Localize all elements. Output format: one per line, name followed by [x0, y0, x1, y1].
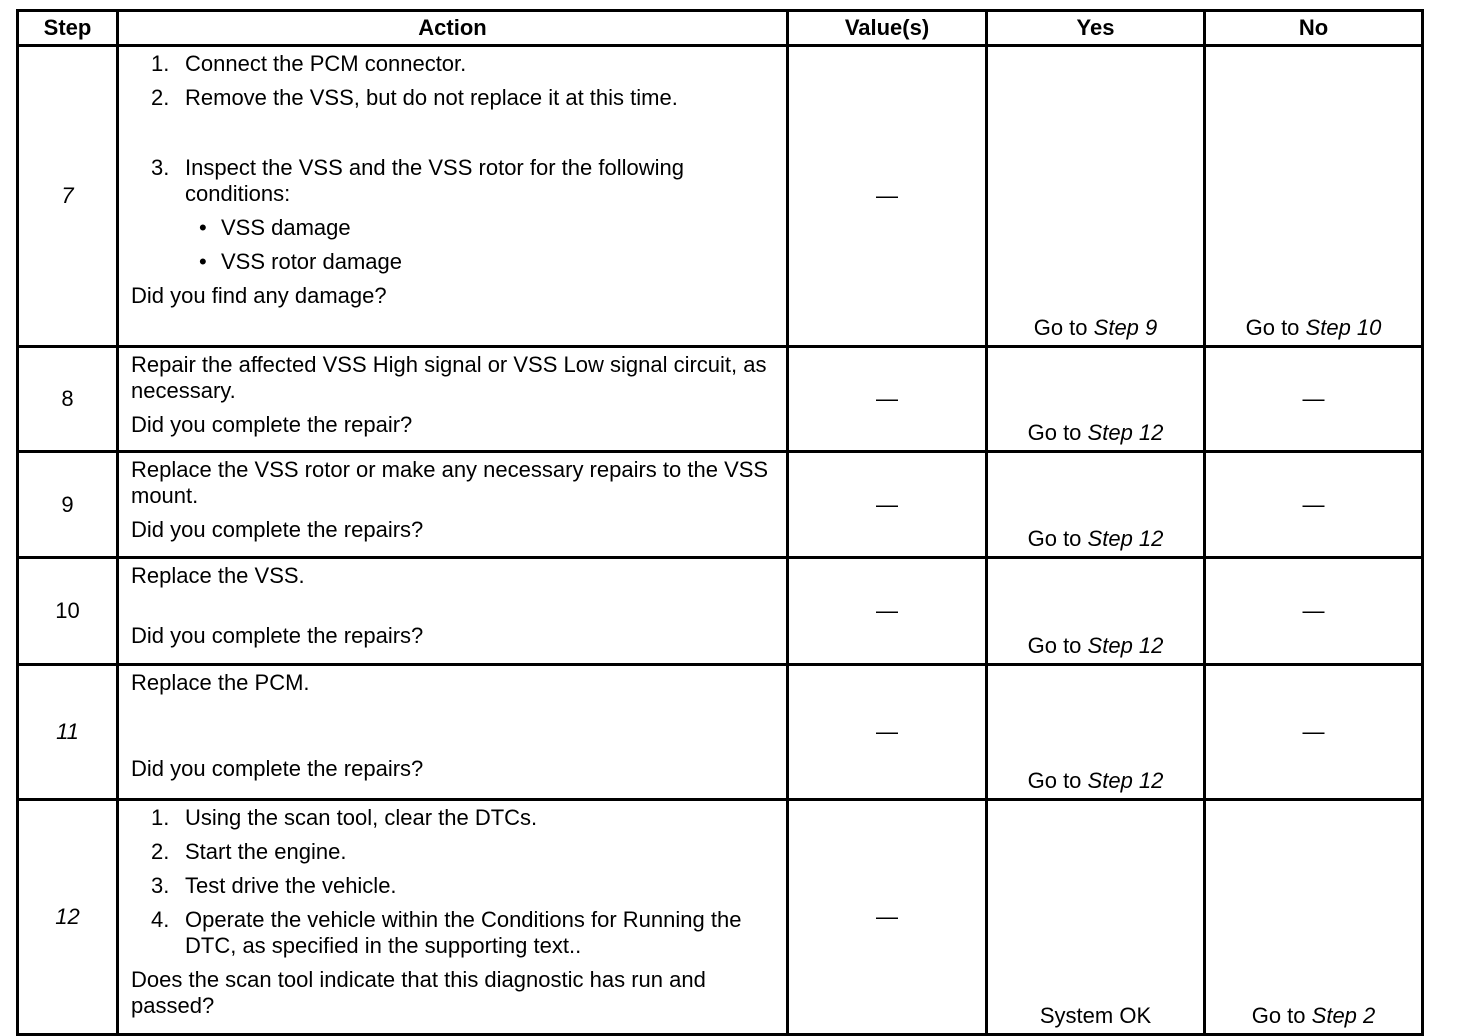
dash-icon: — [1302, 719, 1325, 744]
list-item: 4. Operate the vehicle within the Conditions for Running the DTC, as specified in the supporting text.. [151, 907, 742, 958]
action-text: Replace the VSS. [131, 563, 305, 588]
step-number: 7 [18, 46, 118, 347]
step-link[interactable]: Step 12 [1087, 420, 1164, 445]
step-link[interactable]: Step 12 [1087, 633, 1164, 658]
dash-icon: — [876, 719, 898, 744]
action-cell [118, 558, 788, 665]
value-cell [788, 558, 987, 665]
step-link[interactable]: Step 9 [1093, 315, 1158, 340]
no-cell [1205, 452, 1423, 558]
bullet-icon: • [199, 215, 207, 240]
bullet-item: • VSS damage [199, 215, 351, 240]
action-cell [118, 800, 788, 1035]
header-values: Value(s) [788, 11, 987, 46]
step-link[interactable]: Step 12 [1087, 768, 1164, 793]
value-cell [788, 347, 987, 452]
value-cell [788, 46, 987, 347]
question-text: Does the scan tool indicate that this diagnostic has run and passed? [131, 967, 706, 1018]
header-row [18, 11, 1423, 46]
yes-cell: Go to Step 12 [987, 558, 1205, 665]
question-text: Did you complete the repairs? [131, 756, 424, 781]
no-cell: Go to Step 10 [1205, 46, 1423, 347]
no-cell [1205, 347, 1423, 452]
list-item: 3. Inspect the VSS and the VSS rotor for the following conditions: [151, 155, 684, 206]
yes-cell: Go to Step 12 [987, 665, 1205, 800]
question-text: Did you complete the repairs? [131, 517, 424, 542]
action-cell [118, 347, 788, 452]
header-action: Action [118, 11, 788, 46]
table-row [18, 452, 1423, 558]
table-row [18, 46, 1423, 347]
header-yes: Yes [987, 11, 1205, 46]
no-cell [1205, 558, 1423, 665]
step-number: 12 [18, 800, 118, 1035]
bullet-item: • VSS rotor damage [199, 249, 402, 274]
value-cell [788, 665, 987, 800]
list-item: 1. Connect the PCM connector. [151, 51, 467, 76]
yes-cell [987, 800, 1205, 1035]
action-cell [118, 452, 788, 558]
value-cell [788, 800, 987, 1035]
list-item: 2. Start the engine. [151, 839, 347, 864]
result-text: System OK [1039, 1003, 1152, 1028]
action-cell [118, 46, 788, 347]
step-number: 11 [18, 665, 118, 800]
table-row [18, 558, 1423, 665]
step-number: 8 [18, 347, 118, 452]
step-link[interactable]: Step 12 [1087, 526, 1164, 551]
header-no: No [1205, 11, 1423, 46]
table-row [18, 665, 1423, 800]
action-text: Repair the affected VSS High signal or VSS Low signal circuit, as necessary. [131, 352, 767, 403]
step-number: 9 [18, 452, 118, 558]
dash-icon: — [1302, 598, 1325, 623]
value-cell [788, 452, 987, 558]
diagnostic-table [16, 9, 1424, 1036]
question-text: Did you find any damage? [131, 283, 387, 308]
table-row [18, 347, 1423, 452]
bullet-icon: • [199, 249, 207, 274]
list-item: 3. Test drive the vehicle. [151, 873, 397, 898]
question-text: Did you complete the repairs? [131, 623, 424, 648]
list-item: 1. Using the scan tool, clear the DTCs. [151, 805, 538, 830]
question-text: Did you complete the repair? [131, 412, 413, 437]
table-row [18, 800, 1423, 1035]
no-cell: Go to Step 2 [1205, 800, 1423, 1035]
yes-cell: Go to Step 12 [987, 452, 1205, 558]
step-link[interactable]: Step 10 [1305, 315, 1382, 340]
list-item: 2. Remove the VSS, but do not replace it at this time. [151, 85, 678, 110]
action-cell [118, 665, 788, 800]
step-link[interactable]: Step 2 [1311, 1003, 1376, 1028]
dash-icon: — [876, 491, 898, 517]
dash-icon: — [1302, 386, 1325, 411]
header-step: Step [18, 11, 118, 46]
no-cell [1205, 665, 1423, 800]
action-text: Replace the PCM. [131, 670, 310, 695]
dash-icon: — [876, 386, 898, 411]
yes-cell: Go to Step 9 [987, 46, 1205, 347]
dash-icon: — [1302, 491, 1325, 517]
dash-icon: — [876, 598, 898, 623]
action-text: Replace the VSS rotor or make any necessary repairs to the VSS mount. [131, 457, 769, 508]
dash-icon: — [876, 183, 898, 208]
dash-icon: — [876, 904, 898, 929]
step-number: 10 [18, 558, 118, 665]
yes-cell: Go to Step 12 [987, 347, 1205, 452]
